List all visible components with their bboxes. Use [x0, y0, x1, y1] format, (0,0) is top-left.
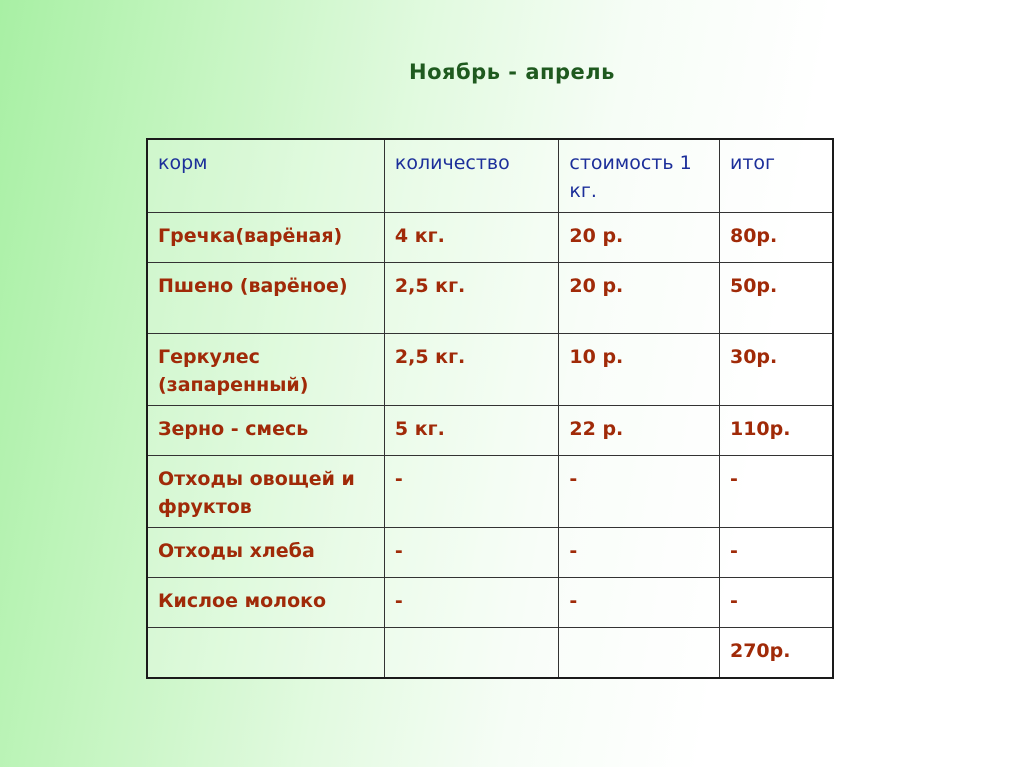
cell-cost: - [559, 456, 720, 528]
table-row [147, 456, 833, 528]
cell-quantity: - [384, 528, 559, 578]
cell-total: - [719, 578, 833, 628]
cell-feed: Пшено (варёное) [147, 263, 384, 334]
cell-feed: Кислое молоко [147, 578, 384, 628]
cell-quantity: 5 кг. [384, 406, 559, 456]
table-row [147, 263, 833, 334]
cell-quantity: 2,5 кг. [384, 263, 559, 334]
cell-quantity: 2,5 кг. [384, 334, 559, 406]
header-feed: корм [147, 139, 384, 213]
header-cost-per-kg: стоимость 1 кг. [559, 139, 720, 213]
table-row [147, 406, 833, 456]
cell-total: - [719, 456, 833, 528]
cell-total: 110р. [719, 406, 833, 456]
cell-cost: 10 р. [559, 334, 720, 406]
cell-cost: 20 р. [559, 263, 720, 334]
table-row [147, 213, 833, 263]
slide-title: Ноябрь - апрель [409, 60, 615, 84]
cell-total: 80р. [719, 213, 833, 263]
cell-quantity [384, 628, 559, 679]
cell-cost: 20 р. [559, 213, 720, 263]
cell-total: 30р. [719, 334, 833, 406]
cell-feed: Геркулес (запаренный) [147, 334, 384, 406]
feed-cost-table [146, 138, 834, 679]
cell-total: 50р. [719, 263, 833, 334]
cell-quantity: - [384, 578, 559, 628]
table-row [147, 334, 833, 406]
cell-cost: 22 р. [559, 406, 720, 456]
header-total: итог [719, 139, 833, 213]
cell-feed: Гречка(варёная) [147, 213, 384, 263]
cell-feed [147, 628, 384, 679]
cell-feed: Отходы овощей и фруктов [147, 456, 384, 528]
cell-total: - [719, 528, 833, 578]
table-row [147, 528, 833, 578]
cell-feed: Зерно - смесь [147, 406, 384, 456]
cell-feed: Отходы хлеба [147, 528, 384, 578]
cell-grand-total: 270р. [719, 628, 833, 679]
cell-cost: - [559, 528, 720, 578]
table-header-row [147, 139, 833, 213]
cell-quantity: - [384, 456, 559, 528]
table-row [147, 578, 833, 628]
cell-cost [559, 628, 720, 679]
cell-cost: - [559, 578, 720, 628]
header-quantity: количество [384, 139, 559, 213]
cell-quantity: 4 кг. [384, 213, 559, 263]
table-row-total [147, 628, 833, 679]
